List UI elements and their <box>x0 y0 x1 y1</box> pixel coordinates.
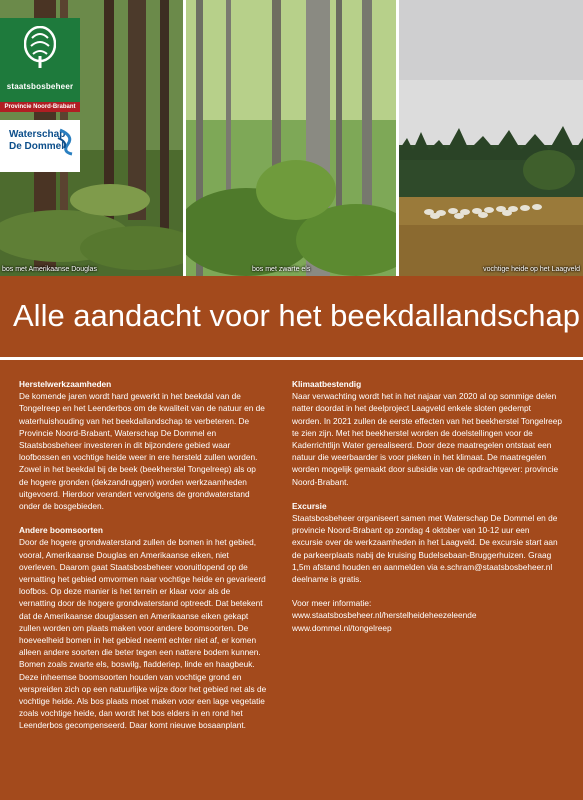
section-text-excursie: Staatsbosbeheer organiseert samen met Waterschap De Dommel en de provincie Noord-Brabant op zondag 4 oktober van 10-12 uur een excursie over de werkzaamheden in het Laagveld. De excursie start aan de parkeerplaats nabij de kruising Budelsebaan-Bruggerhuizen. Graag 1,5m afstand houden en aanmelden via e.schram@staatsbosbeheer.nl deelname is gratis. <box>292 513 558 585</box>
title-band <box>0 276 583 360</box>
info-link-dommel[interactable]: www.dommel.nl/tongelreep <box>292 622 392 633</box>
section-heading-boomsoorten: Andere boomsoorten <box>19 525 103 536</box>
info-link-staatsbosbeheer[interactable]: www.staatsbosbeheer.nl/herstelheideheezeleende <box>292 610 477 621</box>
waterschap-line2: De Dommel <box>9 141 65 152</box>
water-wave-icon <box>56 128 76 156</box>
photo-alder-forest <box>186 0 396 276</box>
right-column <box>292 378 562 634</box>
photo-caption: bos met Amerikaanse Douglas <box>2 266 97 273</box>
section-heading-herstel: Herstelwerkzaamheden <box>19 379 112 389</box>
section-heading-excursie: Excursie <box>292 500 327 511</box>
section-text-herstel: De komende jaren wordt hard gewerkt in het beekdal van de Tongelreep en het Leenderbos om de kwaliteit van de natuur en de waterhuishouding van het beekdallandschap te verbeteren. De Provincie Noord-Brabant, Waterschap De Dommel en Staatsbosbeheer investeren in dit bijzondere gebied waar loofbossen en vochtige heide weer in ere hersteld zullen worden. Zowel in het beekdal bij de beek (beekherstel Tongelreep) als op de hogere gronden (dekzandruggen) worden werkzaamheden uitgevoerd. Hierdoor verandert vervolgens de grondwaterstand onder de bosgebieden. <box>19 391 265 512</box>
provincie-logo: Provincie Noord-Brabant <box>0 102 80 112</box>
staatsbosbeheer-wordmark: staatsbosbeheer <box>6 82 74 91</box>
section-text-boomsoorten: Door de hogere grondwaterstand zullen de bomen in het gebied, vooral, Amerikaanse Douglas en Amerikaanse eiken, niet overleven. Daarom gaat Staatsbosbeheer vooruitlopend op de vernatting het gebied omvormen naar vochtige heide en gevarieerd loofbos. Op deze manier is het terrein er klaar voor als de vernatting door de hogere grondwaterstand optreedt. Dat betekent dat de Amerikaanse douglassen en Amerikaanse eiken gekapt zullen worden om plaats maken voor andere boomsoorten. De hoeveelheid bomen in het gebied neemt echter niet af, er komen alleen andere soorten die beter tegen een nattere bodem kunnen. Bomen zoals zwarte els, boswilg, fladderiep, linde en haagbeuk. Deze inheemse boomsoorten houden van vochtige grond en verspreiden zich op een natuurlijke wijze door het gebied net als de vochtige heide. Als bos plaats moet maken voor een lage vegetatie zoals vochtige heide, dan wordt het bos elders in en rond het Leenderbos gecompenseerd. Daar komt nieuwe bosaanplant. <box>19 537 267 731</box>
section-text-klimaat: Naar verwachting wordt het in het najaar van 2020 al op sommige delen natter doordat in het deelproject Laagveld enkele sloten gedempt worden. In 2021 zullen de eerste effecten van het beekherstel Tongelreep te zien zijn. Met het beekherstel worden de doelstellingen voor de Kaderrichtlijn Water gerealiseerd. Door deze maatregelen ontstaat een natuur die weerbaarder is voor pieken in het klimaat. De maatregelen worden mogelijk gemaakt door subsidie van de opdrachtgever: provincie Noord-Brabant. <box>292 391 562 487</box>
waterschap-logo <box>0 120 80 172</box>
info-block <box>292 597 562 634</box>
page-title: Alle aandacht voor het beekdallandschap <box>13 298 581 333</box>
section-heading-klimaat: Klimaatbestendig <box>292 379 362 389</box>
body-text-area <box>0 360 583 800</box>
waterschap-line1: Waterschap <box>9 129 66 140</box>
staatsbosbeheer-logo <box>0 18 80 102</box>
info-heading: Voor meer informatie: <box>292 598 372 609</box>
left-column <box>19 378 267 744</box>
photo-caption: bos met zwarte els <box>252 266 311 273</box>
photo-caption: vochtige heide op het Laagveld <box>483 266 580 273</box>
tree-icon <box>24 26 56 70</box>
photo-heath-sheep <box>399 0 583 276</box>
photo-strip <box>0 0 583 276</box>
